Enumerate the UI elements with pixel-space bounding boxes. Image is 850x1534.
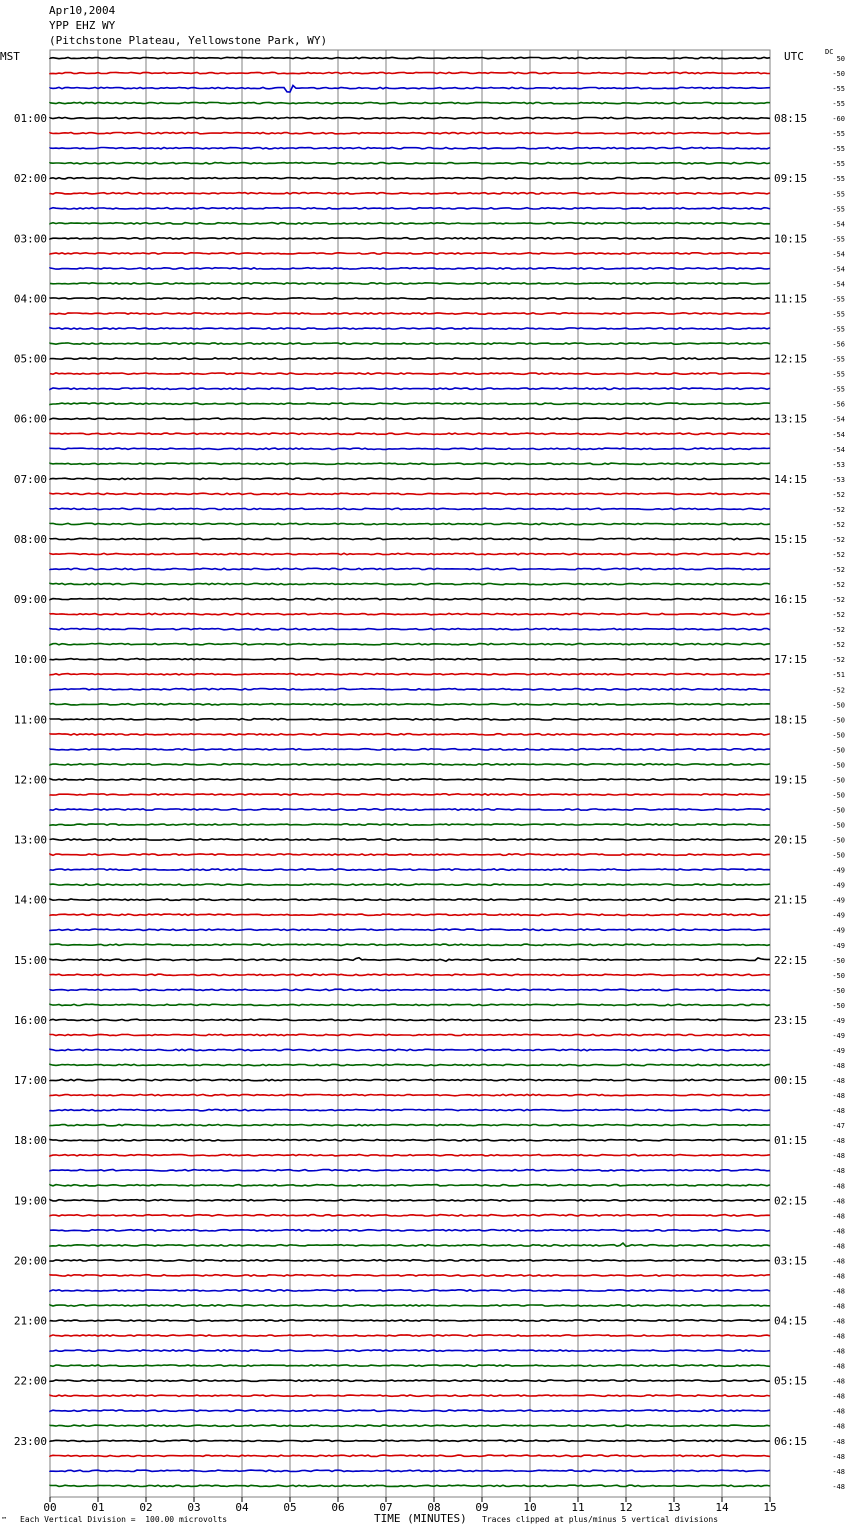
dc-offset-value: -50 [832, 971, 845, 980]
dc-offset-value: -50 [832, 1001, 845, 1010]
right-hour-label: 01:15 [774, 1134, 808, 1148]
right-hour-label: 05:15 [774, 1374, 808, 1388]
left-hour-label: 11:00 [13, 713, 47, 727]
trace-line [50, 523, 770, 524]
trace-line [50, 358, 770, 359]
trace-line [50, 1305, 770, 1306]
trace-line [50, 1140, 770, 1141]
trace-line [50, 989, 770, 990]
right-hour-label: 20:15 [774, 833, 808, 847]
dc-offset-value: -49 [832, 926, 845, 935]
dc-offset-value: -49 [832, 896, 845, 905]
left-hour-label: 17:00 [13, 1074, 47, 1088]
dc-offset-value: -49 [832, 1046, 845, 1055]
dc-offset-value: -48 [832, 1212, 845, 1221]
dc-offset-value: -50 [832, 791, 845, 800]
dc-offset-value: -55 [832, 175, 845, 184]
x-tick-label: 02 [139, 1501, 153, 1514]
left-hour-label: 05:00 [13, 352, 47, 366]
trace-line [50, 689, 770, 690]
trace-line [50, 1470, 770, 1471]
dc-offset-value: -55 [832, 190, 845, 199]
dc-offset-value: -55 [832, 295, 845, 304]
left-hour-label: 06:00 [13, 412, 47, 426]
right-hour-label: 17:15 [774, 653, 808, 667]
x-axis-title: TIME (MINUTES) [374, 1512, 467, 1525]
dc-offset-value: 50 [836, 55, 845, 63]
station-code: YPP EHZ WY [49, 19, 116, 32]
dc-offset-value: -48 [832, 1092, 845, 1101]
dc-offset-value: -48 [832, 1422, 845, 1431]
dc-offset-value: -47 [832, 1122, 845, 1131]
trace-line [50, 418, 770, 419]
x-tick-label: 09 [475, 1501, 489, 1514]
dc-offset-value: -50 [832, 836, 845, 845]
right-hour-label: 04:15 [774, 1314, 808, 1328]
dc-offset-value: -48 [832, 1107, 845, 1116]
right-hour-label: 14:15 [774, 472, 808, 486]
trace-line [50, 583, 770, 584]
trace-line [50, 674, 770, 675]
trace-line [50, 193, 770, 194]
trace-line [50, 1335, 770, 1336]
trace-line [50, 388, 770, 389]
trace-line [50, 1275, 770, 1276]
dc-offset-value: -55 [832, 145, 845, 154]
dc-offset-value: -55 [832, 370, 845, 379]
left-hour-label: 12:00 [13, 773, 47, 787]
left-timezone-label: MST [0, 50, 20, 63]
trace-line [50, 598, 770, 599]
dc-offset-value: -55 [832, 100, 845, 109]
right-hour-label: 16:15 [774, 593, 808, 607]
trace-line [50, 719, 770, 720]
right-hour-label: 02:15 [774, 1194, 808, 1208]
dc-offset-value: -48 [832, 1227, 845, 1236]
trace-line [50, 178, 770, 179]
right-hour-label: 21:15 [774, 893, 808, 907]
dc-offset-header: DC [825, 48, 834, 56]
trace-line [50, 944, 770, 945]
x-tick-label: 08 [427, 1501, 441, 1514]
left-hour-label: 18:00 [13, 1134, 47, 1148]
trace-line [50, 86, 770, 93]
left-hour-label: 10:00 [13, 653, 47, 667]
right-hour-label: 03:15 [774, 1254, 808, 1268]
left-hour-label: 19:00 [13, 1194, 47, 1208]
trace-line [50, 1079, 770, 1080]
dc-offset-value: -48 [832, 1377, 845, 1386]
dc-offset-value: -52 [832, 641, 845, 650]
dc-offset-value: -53 [832, 460, 845, 469]
dc-offset-value: -52 [832, 686, 845, 695]
trace-line [50, 1049, 770, 1050]
dc-offset-value: -56 [832, 400, 845, 409]
dc-offset-value: -55 [832, 130, 845, 139]
trace-line [50, 463, 770, 464]
dc-offset-value: -54 [832, 265, 845, 274]
left-hour-label: 15:00 [13, 953, 47, 967]
x-tick-label: 01 [91, 1501, 105, 1514]
x-tick-label: 12 [619, 1501, 633, 1514]
trace-line [50, 1425, 770, 1426]
dc-offset-value: -49 [832, 1031, 845, 1040]
x-tick-label: 03 [187, 1501, 201, 1514]
trace-line [50, 538, 770, 539]
trace-line [50, 704, 770, 705]
trace-line [50, 1455, 770, 1456]
trace-line [50, 508, 770, 509]
trace-line [50, 1290, 770, 1291]
trace-line [50, 1243, 770, 1246]
dc-offset-value: -48 [832, 1362, 845, 1371]
right-hour-label: 06:15 [774, 1434, 808, 1448]
right-hour-label: 23:15 [774, 1013, 808, 1027]
dc-offset-value: -48 [832, 1062, 845, 1071]
trace-line [50, 1094, 770, 1095]
trace-line [50, 478, 770, 479]
dc-offset-value: -52 [832, 611, 845, 620]
trace-line [50, 133, 770, 134]
x-tick-label: 04 [235, 1501, 249, 1514]
trace-line [50, 1215, 770, 1216]
trace-line [50, 869, 770, 870]
trace-line [50, 238, 770, 239]
dc-offset-value: -48 [832, 1347, 845, 1356]
dc-offset-value: -48 [832, 1407, 845, 1416]
trace-line [50, 253, 770, 254]
trace-line [50, 1155, 770, 1156]
left-hour-label: 03:00 [13, 232, 47, 246]
trace-line [50, 628, 770, 629]
dc-offset-value: -54 [832, 220, 845, 229]
trace-line [50, 899, 770, 900]
dc-offset-value: -48 [832, 1077, 845, 1086]
trace-line [50, 298, 770, 299]
dc-offset-value: -55 [832, 160, 845, 169]
dc-offset-value: -54 [832, 415, 845, 424]
trace-line [50, 493, 770, 494]
trace-line [50, 433, 770, 434]
dc-offset-value: -50 [832, 821, 845, 830]
dc-offset-value: -49 [832, 866, 845, 875]
trace-line [50, 223, 770, 224]
right-hour-label: 08:15 [774, 112, 808, 126]
x-tick-label: 15 [763, 1501, 777, 1514]
trace-line [50, 1350, 770, 1351]
dc-offset-value: -52 [832, 596, 845, 605]
trace-line [50, 734, 770, 735]
left-hour-label: 21:00 [13, 1314, 47, 1328]
trace-line [50, 794, 770, 795]
dc-offset-value: -50 [832, 986, 845, 995]
dc-offset-value: -54 [832, 280, 845, 289]
trace-line [50, 839, 770, 841]
trace-line [50, 809, 770, 810]
left-hour-label: 20:00 [13, 1254, 47, 1268]
dc-offset-value: -49 [832, 881, 845, 890]
trace-line [50, 1320, 770, 1321]
trace-line [50, 373, 770, 374]
dc-offset-value: -48 [832, 1242, 845, 1251]
dc-offset-value: -50 [832, 701, 845, 710]
station-location: (Pitchstone Plateau, Yellowstone Park, WY) [49, 34, 328, 47]
dc-offset-value: -50 [832, 776, 845, 785]
trace-line [50, 553, 770, 554]
dc-offset-value: -52 [832, 490, 845, 499]
right-hour-label: 13:15 [774, 412, 808, 426]
dc-offset-value: -49 [832, 911, 845, 920]
clip-note: Traces clipped at plus/minus 5 vertical divisions [482, 1515, 719, 1524]
left-hour-label: 07:00 [13, 472, 47, 486]
dc-offset-value: -50 [832, 746, 845, 755]
dc-offset-value: -54 [832, 430, 845, 439]
dc-offset-value: -53 [832, 475, 845, 484]
dc-offset-value: -49 [832, 941, 845, 950]
trace-line [50, 854, 770, 855]
trace-line [50, 1485, 770, 1486]
right-hour-label: 11:15 [774, 292, 808, 306]
dc-offset-value: -50 [832, 731, 845, 740]
trace-line [50, 644, 770, 645]
corner-mark: ™ [2, 1516, 7, 1524]
dc-offset-value: -50 [832, 956, 845, 965]
trace-line [50, 72, 770, 73]
trace-line [50, 1260, 770, 1261]
trace-line [50, 1200, 770, 1201]
left-hour-label: 22:00 [13, 1374, 47, 1388]
left-hour-label: 14:00 [13, 893, 47, 907]
trace-line [50, 403, 770, 404]
dc-offset-value: -52 [832, 566, 845, 575]
dc-offset-value: -48 [832, 1467, 845, 1476]
x-tick-label: 00 [43, 1501, 57, 1514]
left-hour-label: 13:00 [13, 833, 47, 847]
x-tick-label: 06 [331, 1501, 345, 1514]
trace-line [50, 1109, 770, 1110]
left-hour-label: 01:00 [13, 112, 47, 126]
trace-line [50, 1395, 770, 1396]
dc-offset-value: -48 [832, 1482, 845, 1491]
trace-line [50, 328, 770, 329]
trace-line [50, 884, 770, 885]
trace-line [50, 779, 770, 780]
trace-line [50, 148, 770, 149]
dc-offset-value: -48 [832, 1167, 845, 1176]
trace-line [50, 1064, 770, 1065]
plot-frame [50, 50, 770, 1497]
right-timezone-label: UTC [784, 50, 804, 63]
right-hour-label: 09:15 [774, 172, 808, 186]
dc-offset-value: -48 [832, 1152, 845, 1161]
dc-offset-value: -56 [832, 340, 845, 349]
right-hour-label: 22:15 [774, 953, 808, 967]
trace-line [50, 1440, 770, 1441]
trace-line [50, 208, 770, 209]
trace-line [50, 1170, 770, 1171]
dc-offset-value: -55 [832, 85, 845, 94]
dc-offset-value: -48 [832, 1197, 845, 1206]
trace-line [50, 929, 770, 930]
trace-line [50, 1004, 770, 1005]
right-hour-label: 19:15 [774, 773, 808, 787]
dc-offset-value: -48 [832, 1257, 845, 1266]
trace-line [50, 568, 770, 569]
dc-offset-value: -50 [832, 806, 845, 815]
dc-offset-value: -48 [832, 1437, 845, 1446]
left-hour-label: 08:00 [13, 532, 47, 546]
trace-line [50, 283, 770, 284]
dc-offset-value: -48 [832, 1287, 845, 1296]
x-tick-label: 13 [667, 1501, 681, 1514]
dc-offset-value: -48 [832, 1317, 845, 1326]
dc-offset-value: -55 [832, 205, 845, 214]
dc-offset-value: -55 [832, 385, 845, 394]
right-hour-label: 00:15 [774, 1074, 808, 1088]
dc-offset-value: -50 [832, 716, 845, 725]
left-hour-label: 04:00 [13, 292, 47, 306]
x-tick-label: 11 [571, 1501, 585, 1514]
dc-offset-value: -52 [832, 520, 845, 529]
trace-line [50, 764, 770, 765]
trace-line [50, 313, 770, 314]
trace-line [50, 448, 770, 449]
left-hour-label: 23:00 [13, 1434, 47, 1448]
x-tick-label: 05 [283, 1501, 297, 1514]
trace-line [50, 974, 770, 975]
dc-offset-value: -50 [832, 761, 845, 770]
trace-line [50, 102, 770, 103]
dc-offset-value: -48 [832, 1272, 845, 1281]
dc-offset-value: -52 [832, 550, 845, 559]
dc-offset-value: -48 [832, 1182, 845, 1191]
trace-line [50, 1230, 770, 1231]
trace-line [50, 268, 770, 269]
trace-line [50, 1034, 770, 1035]
dc-offset-value: -54 [832, 445, 845, 454]
right-hour-label: 15:15 [774, 532, 808, 546]
trace-line [50, 659, 770, 660]
dc-offset-value: -55 [832, 235, 845, 244]
trace-line [50, 958, 770, 962]
trace-line [50, 749, 770, 750]
dc-offset-value: -55 [832, 355, 845, 364]
left-hour-label: 02:00 [13, 172, 47, 186]
dc-offset-value: -51 [832, 671, 845, 680]
right-hour-label: 12:15 [774, 352, 808, 366]
left-hour-label: 09:00 [13, 593, 47, 607]
trace-line [50, 1380, 770, 1381]
dc-offset-value: -52 [832, 656, 845, 665]
x-tick-label: 10 [523, 1501, 537, 1514]
trace-line [50, 824, 770, 825]
dc-offset-value: -52 [832, 535, 845, 544]
chart-date: Apr10,2004 [49, 4, 116, 17]
x-tick-label: 07 [379, 1501, 393, 1514]
trace-line [50, 1185, 770, 1186]
trace-line [50, 163, 770, 164]
trace-line [50, 914, 770, 915]
trace-line [50, 1019, 770, 1020]
dc-offset-value: -48 [832, 1302, 845, 1311]
left-hour-label: 16:00 [13, 1013, 47, 1027]
dc-offset-value: -60 [832, 115, 845, 124]
dc-offset-value: -54 [832, 250, 845, 259]
dc-offset-value: -48 [832, 1452, 845, 1461]
dc-offset-value: -48 [832, 1332, 845, 1341]
dc-offset-value: -52 [832, 626, 845, 635]
dc-offset-value: -52 [832, 581, 845, 590]
trace-line [50, 343, 770, 344]
trace-line [50, 613, 770, 614]
dc-offset-value: -50 [832, 851, 845, 860]
dc-offset-value: -48 [832, 1137, 845, 1146]
trace-line [50, 117, 770, 118]
trace-line [50, 1124, 770, 1125]
dc-offset-value: -50 [832, 70, 845, 79]
dc-offset-value: -52 [832, 505, 845, 514]
trace-line [50, 1365, 770, 1366]
right-hour-label: 18:15 [774, 713, 808, 727]
right-hour-label: 10:15 [774, 232, 808, 246]
dc-offset-value: -55 [832, 310, 845, 319]
trace-line [50, 57, 770, 58]
trace-line [50, 1410, 770, 1411]
x-tick-label: 14 [715, 1501, 729, 1514]
scale-note: Each Vertical Division = 100.00 microvolts [20, 1515, 228, 1524]
dc-offset-value: -55 [832, 325, 845, 334]
dc-offset-value: -48 [832, 1392, 845, 1401]
dc-offset-value: -49 [832, 1016, 845, 1025]
